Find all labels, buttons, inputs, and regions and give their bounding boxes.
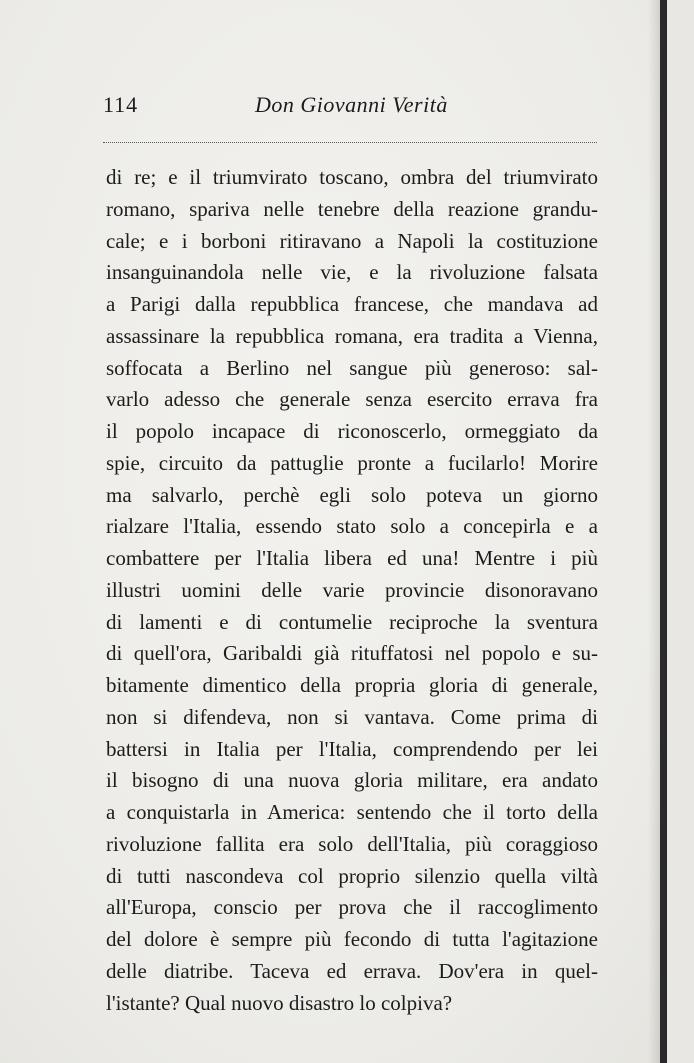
text-line: di tutti nascondeva col proprio silenzio quella viltà xyxy=(106,863,598,888)
text-line: rialzare l'Italia, essendo stato solo a concepirla e a xyxy=(106,514,598,539)
text-line: spie, circuito da pattuglie pronte a fucilarlo! Morire xyxy=(106,450,598,475)
text-line: cale; e i borboni ritiravano a Napoli la costituzione xyxy=(106,228,598,253)
text-line: bitamente dimentico della propria gloria di generale, xyxy=(106,673,598,697)
text-line: non si difendeva, non si vantava. Come prima di xyxy=(106,704,598,729)
text-line: di re; e il triumvirato toscano, ombra del triumvirato xyxy=(106,165,598,189)
text-line: delle diatribe. Taceva ed errava. Dov'era in quel- xyxy=(106,958,598,983)
facing-page-edge xyxy=(667,0,694,1063)
text-line: il popolo incapace di riconoscerlo, ormeggiato da xyxy=(106,419,598,443)
text-line: di quell'ora, Garibaldi già rituffatosi nel popolo e su- xyxy=(106,641,598,666)
text-line: battersi in Italia per l'Italia, comprendendo per lei xyxy=(106,736,598,761)
text-line: combattere per l'Italia libera ed una! Mentre i più xyxy=(106,546,598,570)
text-line: il bisogno di una nuova gloria militare, era andato xyxy=(106,768,598,793)
text-line: a conquistarla in America: sentendo che il torto della xyxy=(106,800,598,824)
gutter-shadow xyxy=(648,0,660,1063)
text-line: rivoluzione fallita era solo dell'Italia, più coraggioso xyxy=(106,831,598,856)
text-line: soffocata a Berlino nel sangue più generoso: sal- xyxy=(106,355,598,380)
text-line: all'Europa, conscio per prova che il raccoglimento xyxy=(106,895,598,920)
text-line: romano, spariva nelle tenebre della reazione grandu- xyxy=(106,196,598,221)
body-text xyxy=(106,162,598,1019)
text-line: varlo adesso che generale senza esercito errava fra xyxy=(106,387,598,412)
text-line: del dolore è sempre più fecondo di tutta l'agitazione xyxy=(106,927,598,951)
running-header xyxy=(103,92,603,122)
text-line: l'istante? Qual nuovo disastro lo colpiva? xyxy=(106,990,453,1015)
page-number: 114 xyxy=(103,92,139,117)
text-line: di lamenti e di contumelie reciproche la sventura xyxy=(106,609,598,634)
text-line: assassinare la repubblica romana, era tradita a Vienna, xyxy=(106,323,598,348)
text-line: ma salvarlo, perchè egli solo poteva un giorno xyxy=(106,482,598,507)
text-line: insanguinandola nelle vie, e la rivoluzione falsata xyxy=(106,260,598,285)
text-line: a Parigi dalla repubblica francese, che mandava ad xyxy=(106,292,598,316)
running-title: Don Giovanni Verità xyxy=(255,92,448,117)
header-rule xyxy=(103,142,597,143)
book-spine-edge xyxy=(660,0,667,1063)
text-line: illustri uomini delle varie provincie disonoravano xyxy=(106,577,598,602)
